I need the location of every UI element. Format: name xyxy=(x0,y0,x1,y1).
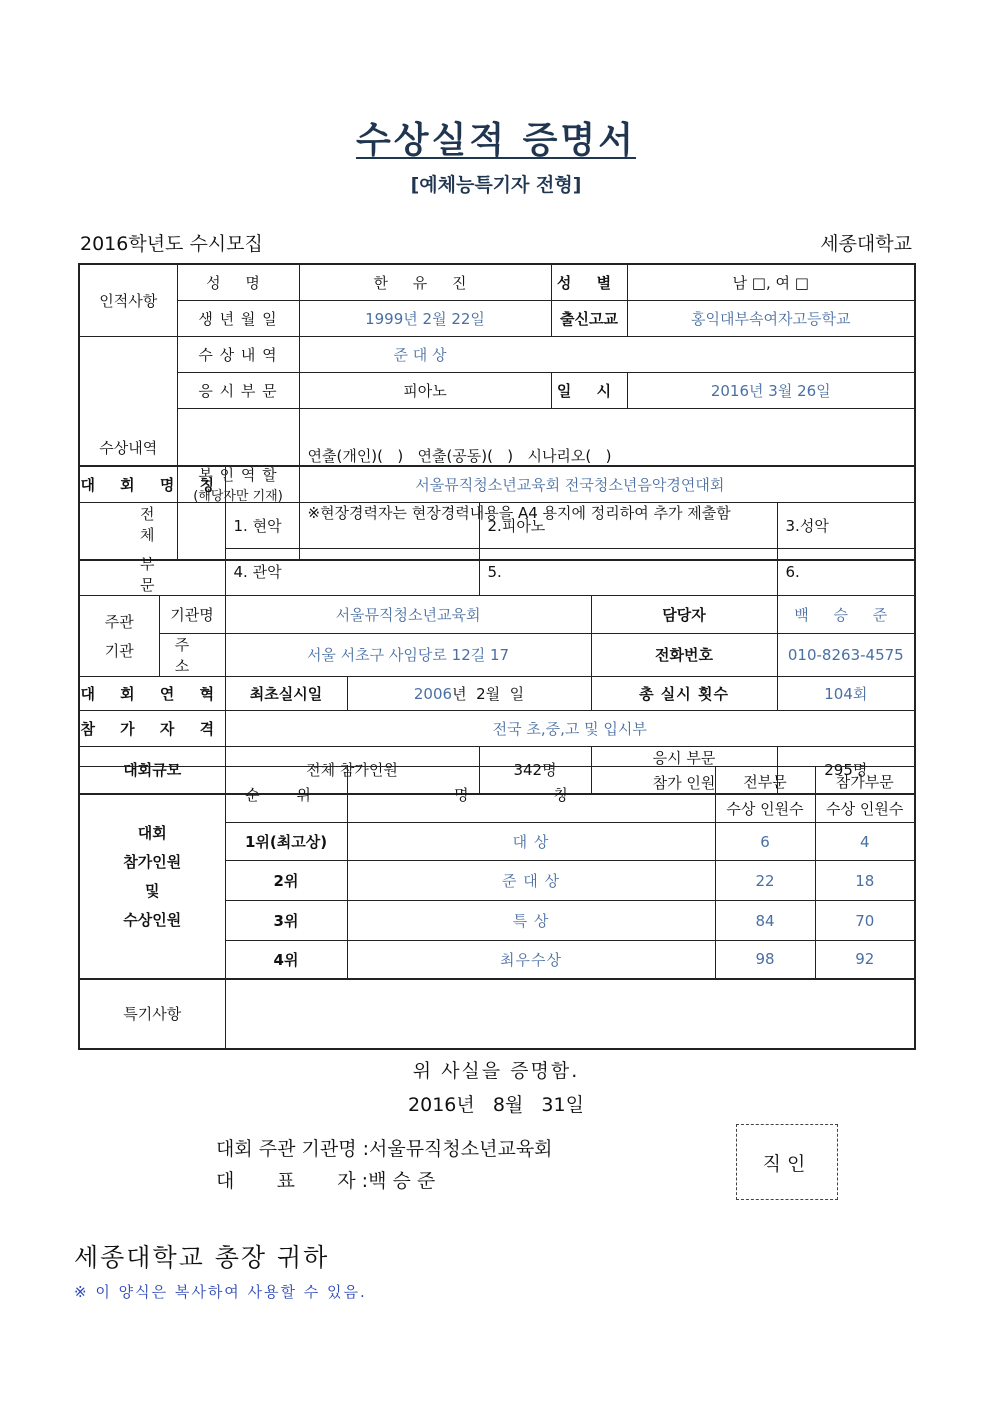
address-label: 주 소 xyxy=(159,633,225,676)
copy-notice: ※ 이 양식은 복사하여 사용할 수 있음. xyxy=(74,1283,367,1301)
official-seal-box: 직인 xyxy=(736,1124,838,1200)
all-division-label-2: 부 문 xyxy=(140,554,195,594)
rank-cell: 3위 xyxy=(225,901,347,941)
representative-label: 대 표 자 : xyxy=(216,1170,369,1192)
award-name-cell: 대 상 xyxy=(347,823,715,861)
first-held-label: 최초실시일 xyxy=(225,676,347,710)
gender-value: 남 □, 여 □ xyxy=(627,264,915,300)
document-subtitle: [예체능특기자 전형] xyxy=(410,174,582,196)
rank-cell: 2위 xyxy=(225,861,347,901)
host-label-1: 주관 xyxy=(104,612,134,631)
manager-value: 백 승 준 xyxy=(777,595,915,633)
division-item-3: 3.성악 xyxy=(777,502,915,549)
rank-cell: 4위 xyxy=(225,941,347,979)
history-label: 대 회 연 혁 xyxy=(79,676,225,710)
total-count-value: 104회 xyxy=(777,676,915,710)
rank-cell: 1위(최고상) xyxy=(225,823,347,861)
ranking-section-label-cell xyxy=(79,767,225,979)
representative-line xyxy=(216,1166,435,1193)
ranking-section-label-1: 대회 xyxy=(137,824,167,843)
phone-label: 전화번호 xyxy=(591,633,777,676)
personal-section-label: 인적사항 xyxy=(79,264,177,336)
award-name-cell: 최우수상 xyxy=(347,941,715,979)
role-sub-label: (해당자만 기재) xyxy=(193,488,283,504)
all-count-cell: 6 xyxy=(715,823,815,861)
address-value: 서울 서초구 사임당로 12길 17 xyxy=(225,633,591,676)
division-item-2: 2.피아노 xyxy=(479,502,777,549)
rank-header: 순 위 xyxy=(225,767,347,823)
school-value: 홍익대부속여자고등학교 xyxy=(627,300,915,336)
name-value: 한 유 진 xyxy=(299,264,551,300)
award-section-label: 수상내역 xyxy=(79,336,177,560)
role-options: 연출(개인)( ) 연출(공동)( ) 시나리오( ) xyxy=(307,446,612,465)
org-value: 서울뮤직청소년교육회 xyxy=(225,595,591,633)
date-label: 일 시 xyxy=(551,372,627,408)
representative-value: 백 승 준 xyxy=(368,1170,436,1192)
all-division-label-cell xyxy=(79,502,225,595)
contest-name-label: 대 회 명 칭 xyxy=(79,466,225,502)
role-label: 본 인 역 할 xyxy=(198,465,278,484)
document-title: 수상실적 증명서 xyxy=(356,120,636,161)
first-held-rest: 년 2월 일 xyxy=(452,684,525,703)
ranking-table xyxy=(78,766,916,1050)
part-count-cell: 92 xyxy=(815,941,915,979)
award-content-label: 수 상 내 역 xyxy=(177,336,299,372)
first-held-year: 2006 xyxy=(413,684,453,703)
division-participants-value: 295명 xyxy=(777,746,915,794)
special-notes-label: 특기사항 xyxy=(79,979,225,1049)
division-label: 응 시 부 문 xyxy=(177,372,299,408)
host-org-value: 서울뮤직청소년교육회 xyxy=(369,1138,553,1160)
part-division-header-1: 참가부문 xyxy=(835,772,894,791)
contest-name-value: 서울뮤직청소년교육회 전국청소년음악경연대회 xyxy=(225,466,915,502)
all-count-cell: 98 xyxy=(715,941,815,979)
birth-value: 1999년 2월 22일 xyxy=(299,300,551,336)
school-label: 출신고교 xyxy=(551,300,627,336)
award-name-cell: 특 상 xyxy=(347,901,715,941)
all-division-header-2: 수상 인원수 xyxy=(726,799,804,818)
university-label: 세종대학교 xyxy=(820,233,912,255)
issue-date: 2016년 8월 31일 xyxy=(408,1094,584,1116)
scale-label: 대회규모 xyxy=(79,746,225,794)
part-division-header-2: 수상 인원수 xyxy=(826,799,904,818)
division-participants-label-2: 참가 인원 xyxy=(652,773,716,792)
part-division-header-cell xyxy=(815,767,915,823)
birth-label: 생 년 월 일 xyxy=(177,300,299,336)
host-label-2: 기관 xyxy=(104,641,134,660)
division-item-6: 6. xyxy=(777,549,915,596)
host-label-cell xyxy=(79,595,159,676)
division-participants-label-1: 응시 부문 xyxy=(652,748,716,767)
division-item-1: 1. 현악 xyxy=(225,502,479,549)
gender-label: 성 별 xyxy=(551,264,627,300)
addressee: 세종대학교 총장 귀하 xyxy=(74,1243,330,1272)
host-org-label: 대회 주관 기관명 : xyxy=(216,1138,369,1160)
phone-value: 010-8263-4575 xyxy=(777,633,915,676)
date-value: 2016년 3월 26일 xyxy=(627,372,915,408)
division-item-5: 5. xyxy=(479,549,777,596)
first-held-value xyxy=(347,676,591,710)
ranking-section-label-4: 수상인원 xyxy=(123,911,182,930)
award-content-value: 준 대 상 xyxy=(299,336,915,372)
ranking-section-label-2: 참가인원 xyxy=(123,853,182,872)
part-count-cell: 70 xyxy=(815,901,915,941)
role-note: ※현장경력자는 현장경력내용을 A4 용지에 정리하여 추가 제출함 xyxy=(307,503,731,522)
part-count-cell: 4 xyxy=(815,823,915,861)
all-division-header-1: 전부문 xyxy=(743,772,787,791)
contest-table xyxy=(78,465,916,795)
all-division-header-cell xyxy=(715,767,815,823)
division-value: 피아노 xyxy=(299,372,551,408)
manager-label: 담당자 xyxy=(591,595,777,633)
all-count-cell: 84 xyxy=(715,901,815,941)
certify-statement: 위 사실을 증명함. xyxy=(412,1060,580,1082)
ranking-section-label-3: 및 xyxy=(145,882,160,901)
admission-label: 2016학년도 수시모집 xyxy=(80,233,263,255)
special-notes-value xyxy=(225,979,915,1049)
division-item-4: 4. 관악 xyxy=(225,549,479,596)
part-count-cell: 18 xyxy=(815,861,915,901)
all-count-cell: 22 xyxy=(715,861,815,901)
qualification-value: 전국 초,중,고 및 입시부 xyxy=(225,710,915,746)
total-count-label: 총 실시 횟수 xyxy=(591,676,777,710)
name-label: 성 명 xyxy=(177,264,299,300)
all-division-label-1: 전 체 xyxy=(140,504,195,544)
qualification-label: 참 가 자 격 xyxy=(79,710,225,746)
total-participants-value: 342명 xyxy=(479,746,591,794)
host-org-line xyxy=(216,1134,553,1161)
total-participants-label: 전체 참가인원 xyxy=(225,746,479,794)
award-name-header: 명 칭 xyxy=(347,767,715,823)
org-label: 기관명 xyxy=(159,595,225,633)
award-name-cell: 준 대 상 xyxy=(347,861,715,901)
